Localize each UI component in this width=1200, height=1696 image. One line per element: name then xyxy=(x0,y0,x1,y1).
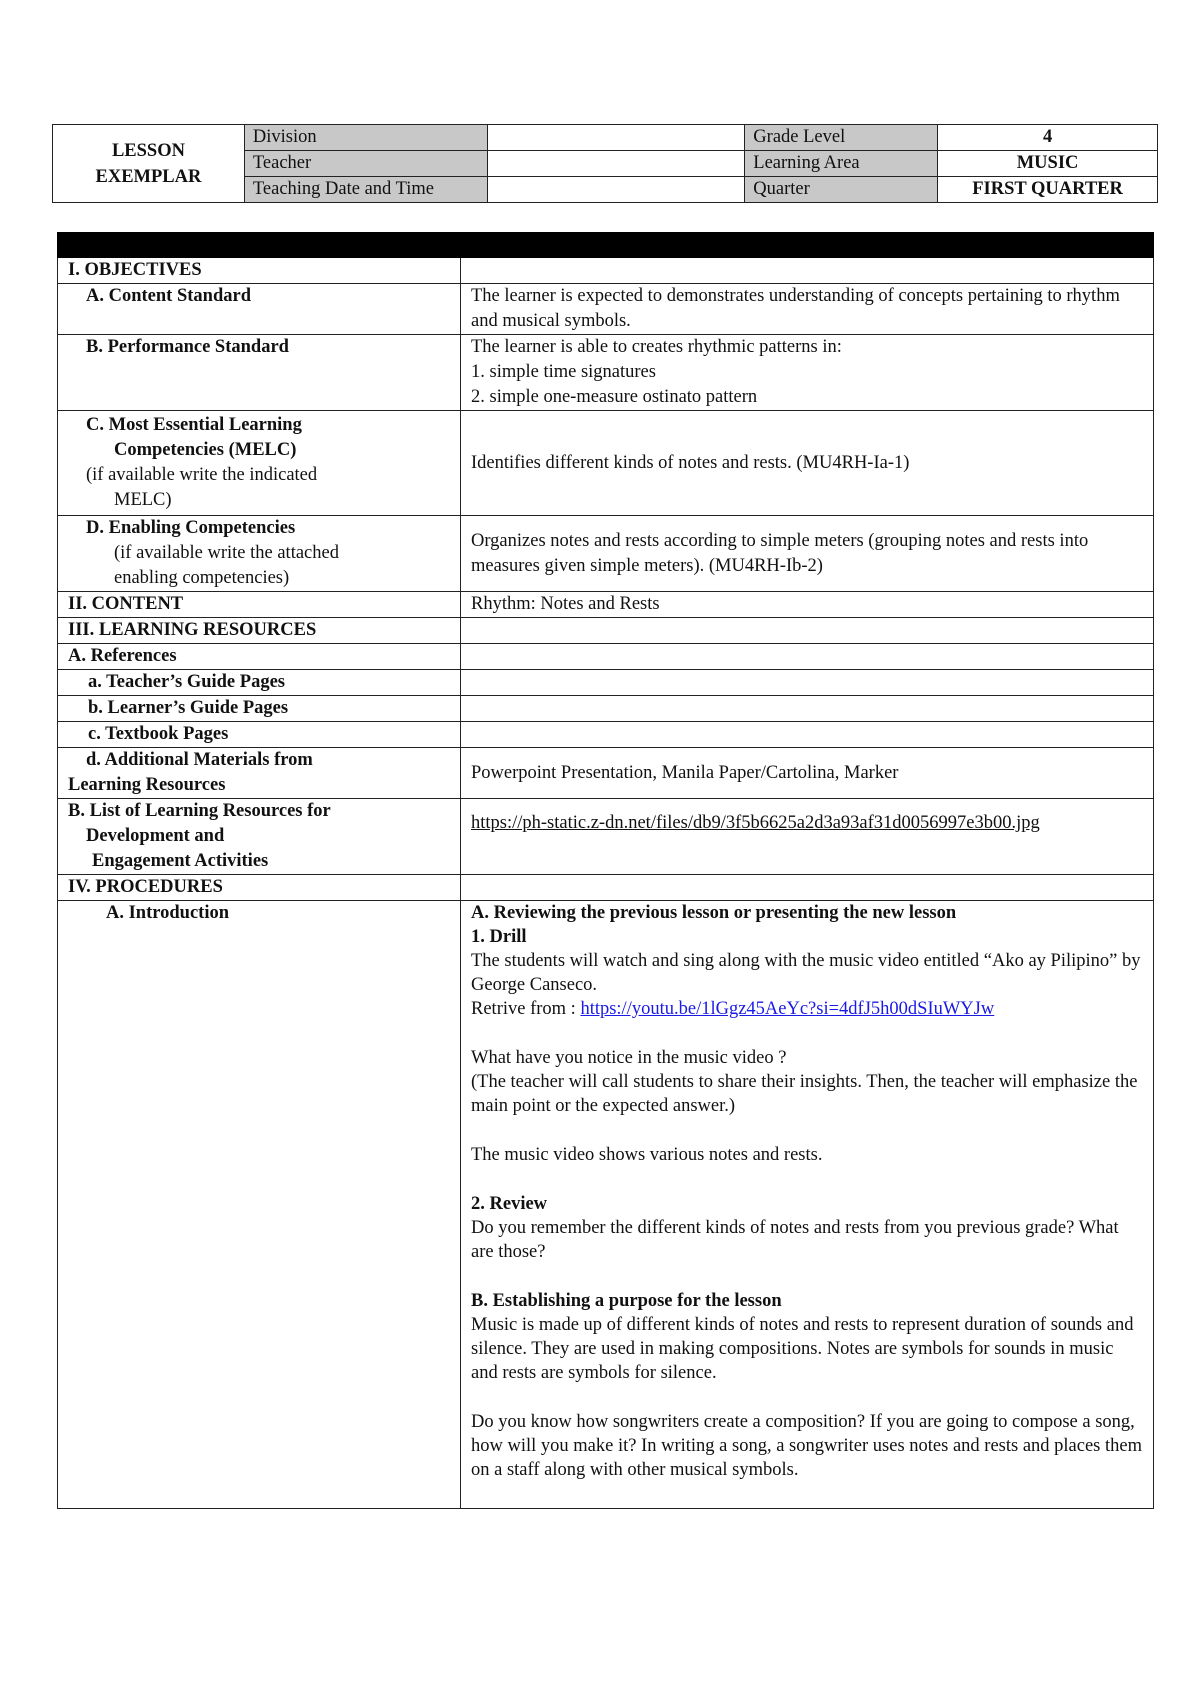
drill-text: The students will watch and sing along with the music video entitled “Ako ay Pilipino” by George Canseco. xyxy=(471,951,1141,995)
textbook-pages-label: c. Textbook Pages xyxy=(58,722,461,748)
learning-area-label: Learning Area xyxy=(745,151,938,177)
list-of-resources-cell xyxy=(461,799,1154,875)
quarter-label: Quarter xyxy=(745,177,938,203)
question-1-note: (The teacher will call students to share their insights. Then, the teacher will emphasize the main point or the expected answer.) xyxy=(471,1072,1138,1116)
additional-materials-text: Powerpoint Presentation, Manila Paper/Cartolina, Marker xyxy=(461,748,1154,799)
sub-a-heading: A. Reviewing the previous lesson or presenting the new lesson xyxy=(471,903,957,923)
melc-text: Identifies different kinds of notes and rests. (MU4RH-Ia-1) xyxy=(461,411,1154,516)
teaching-date-value[interactable] xyxy=(487,177,745,203)
retrieve-prefix: Retrive from : xyxy=(471,999,581,1019)
enabling-competencies-text: Organizes notes and rests according to simple meters (grouping notes and rests into measures given simple meters). (MU4RH-Ib-2) xyxy=(461,516,1154,592)
introduction-content xyxy=(461,901,1154,1509)
performance-standard-label: B. Performance Standard xyxy=(58,335,461,411)
youtube-link[interactable]: https://youtu.be/1lGgz45AeYc?si=4dfJ5h00dSIuWYJw xyxy=(580,999,995,1019)
answer-1: The music video shows various notes and rests. xyxy=(471,1145,823,1165)
review-heading: 2. Review xyxy=(471,1194,548,1214)
content-standard-text: The learner is expected to demonstrates understanding of concepts pertaining to rhythm and musical symbols. xyxy=(461,284,1154,335)
content-text: Rhythm: Notes and Rests xyxy=(461,592,1154,618)
melc-label: C. Most Essential Learning Competencies (MELC) (if available write the indicated MELC) xyxy=(58,411,461,516)
teacher-value[interactable] xyxy=(487,151,745,177)
list-of-resources-label: B. List of Learning Resources for Development and Engagement Activities xyxy=(58,799,461,875)
sub-b-heading: B. Establishing a purpose for the lesson xyxy=(471,1291,782,1311)
header-bar xyxy=(58,233,1154,258)
introduction-label: A. Introduction xyxy=(58,901,461,1509)
procedures-heading: IV. PROCEDURES xyxy=(58,875,461,901)
content-standard-label: A. Content Standard xyxy=(58,284,461,335)
references-label: A. References xyxy=(58,644,461,670)
objectives-heading: I. OBJECTIVES xyxy=(58,258,461,284)
enabling-competencies-label: D. Enabling Competencies (if available write the attached enabling competencies) xyxy=(58,516,461,592)
learning-area-value: MUSIC xyxy=(938,151,1158,177)
division-value[interactable] xyxy=(487,125,745,151)
learners-guide-label: b. Learner’s Guide Pages xyxy=(58,696,461,722)
purpose-text: Music is made up of different kinds of notes and rests to represent duration of sounds and silence. They are used in making compositions. Notes are symbols for sounds in music and rests are symbols for silence. xyxy=(471,1315,1134,1383)
question-1: What have you notice in the music video ? xyxy=(471,1048,787,1068)
drill-heading: 1. Drill xyxy=(471,927,527,947)
lesson-plan-table xyxy=(57,232,1154,1509)
quarter-value: FIRST QUARTER xyxy=(938,177,1158,203)
division-label: Division xyxy=(244,125,487,151)
lesson-exemplar-title: LESSON EXEMPLAR xyxy=(53,125,245,203)
grade-level-value: 4 xyxy=(938,125,1158,151)
content-heading: II. CONTENT xyxy=(58,592,461,618)
header-table xyxy=(52,124,1158,203)
learning-resources-heading: III. LEARNING RESOURCES xyxy=(58,618,461,644)
review-text: Do you remember the different kinds of notes and rests from you previous grade? What are those? xyxy=(471,1218,1119,1262)
teaching-date-label: Teaching Date and Time xyxy=(244,177,487,203)
performance-standard-text: The learner is able to creates rhythmic patterns in: 1. simple time signatures 2. simple one-measure ostinato pattern xyxy=(461,335,1154,411)
resource-link[interactable]: https://ph-static.z-dn.net/files/db9/3f5b6625a2d3a93af31d0056997e3b00.jpg xyxy=(471,813,1040,833)
compose-text: Do you know how songwriters create a composition? If you are going to compose a song, how will you make it? In writing a song, a songwriter uses notes and rests and places them on a staff along with other musical symbols. xyxy=(471,1412,1142,1480)
teachers-guide-label: a. Teacher’s Guide Pages xyxy=(58,670,461,696)
teacher-label: Teacher xyxy=(244,151,487,177)
additional-materials-label: d. Additional Materials from Learning Resources xyxy=(58,748,461,799)
grade-level-label: Grade Level xyxy=(745,125,938,151)
